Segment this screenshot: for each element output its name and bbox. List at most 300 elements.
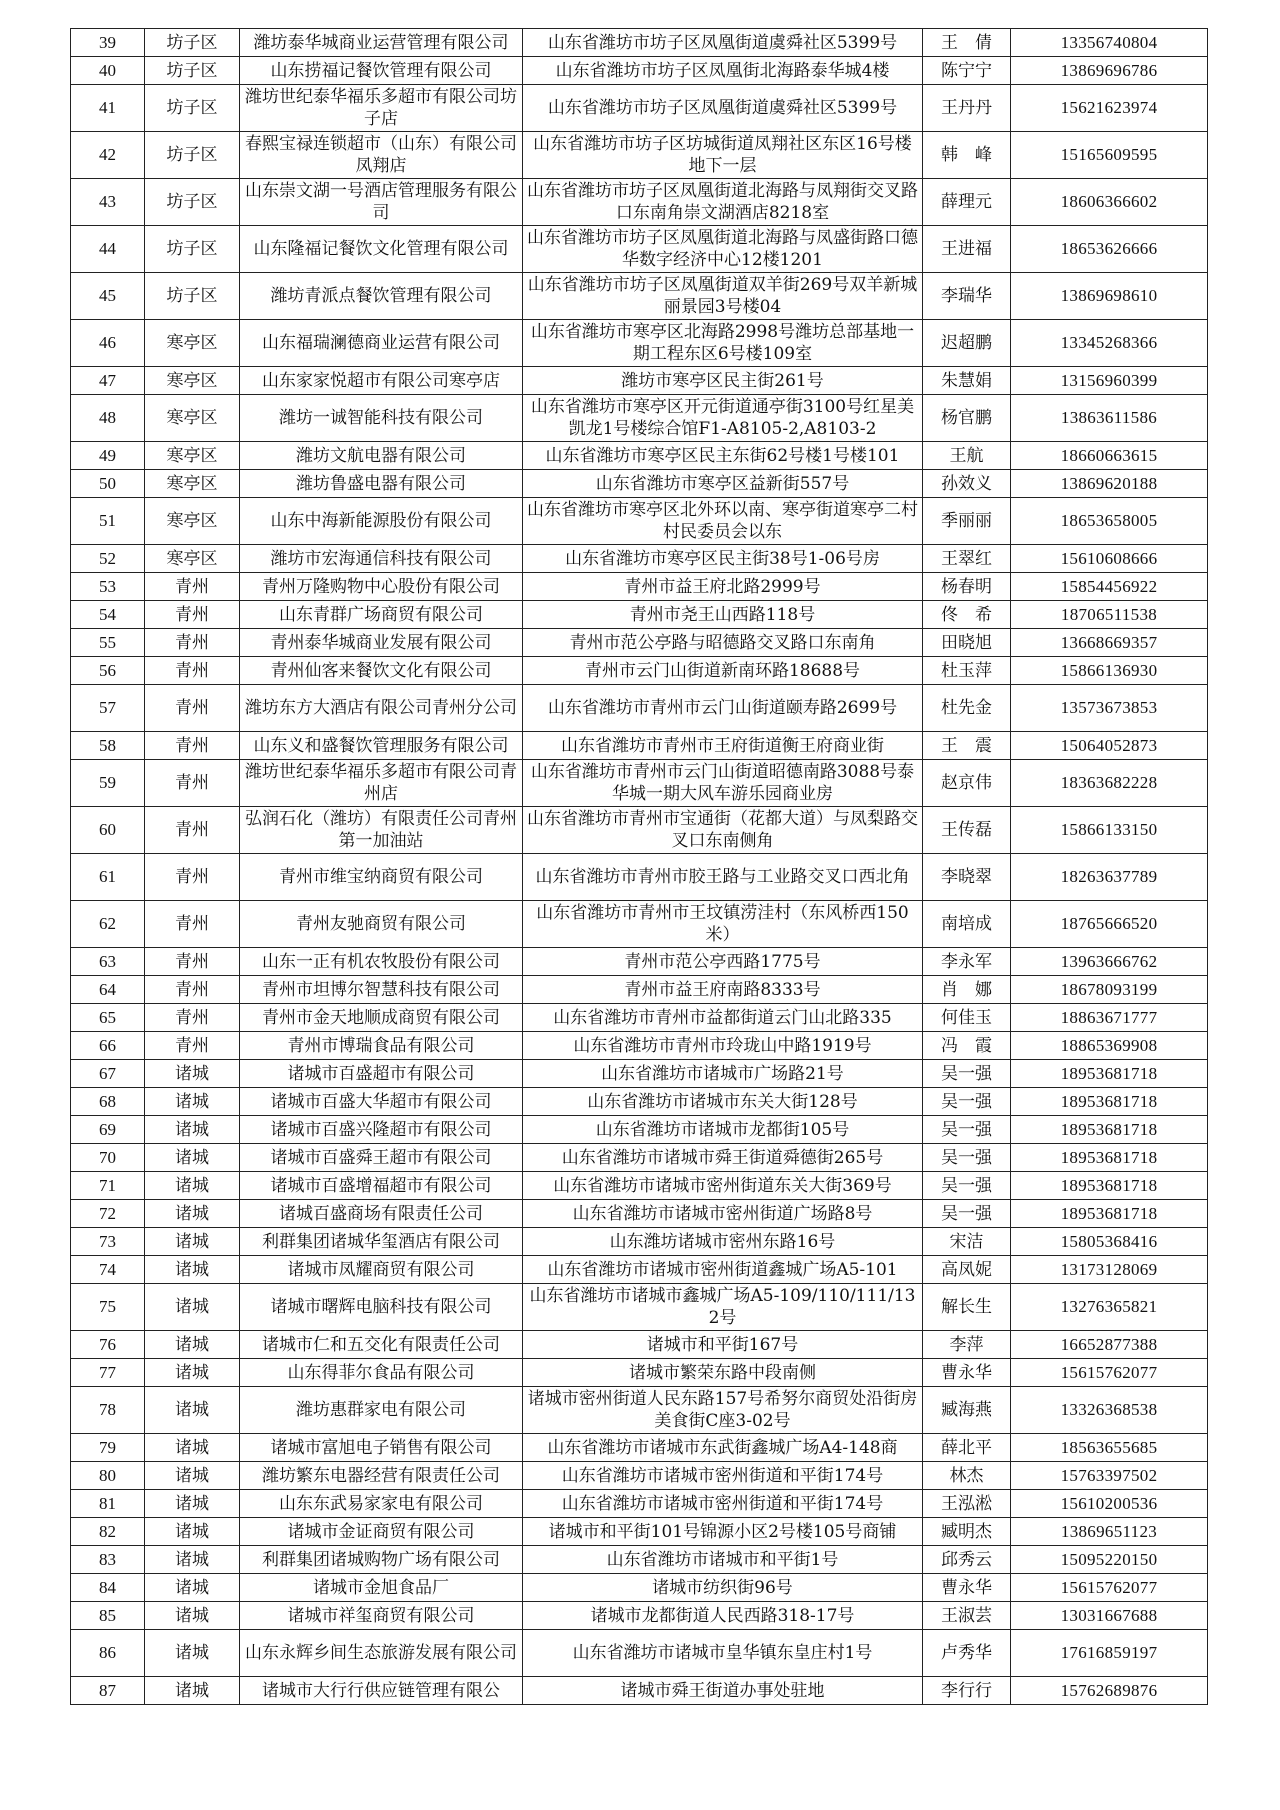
- company-name-cell: 潍坊繁东电器经营有限责任公司: [240, 1462, 523, 1490]
- phone-number-cell: 15610608666: [1011, 545, 1208, 573]
- district-cell: 青州: [145, 601, 240, 629]
- district-cell: 青州: [145, 685, 240, 732]
- contact-person-cell: 曹永华: [923, 1574, 1011, 1602]
- table-row: [71, 732, 1208, 760]
- row-number: 68: [71, 1088, 145, 1116]
- company-name-cell: 诸城市祥玺商贸有限公司: [240, 1602, 523, 1630]
- address-cell: 山东潍坊诸城市密州东路16号: [523, 1228, 923, 1256]
- company-name-cell: 青州市坦博尔智慧科技有限公司: [240, 976, 523, 1004]
- row-number: 71: [71, 1172, 145, 1200]
- address-cell: 山东省潍坊市诸城市和平街1号: [523, 1546, 923, 1574]
- phone-number-cell: 18660663615: [1011, 442, 1208, 470]
- district-cell: 青州: [145, 760, 240, 807]
- district-cell: 寒亭区: [145, 367, 240, 395]
- company-name-cell: 山东义和盛餐饮管理服务有限公司: [240, 732, 523, 760]
- phone-number-cell: 18606366602: [1011, 179, 1208, 226]
- company-name-cell: 山东永辉乡间生态旅游发展有限公司: [240, 1630, 523, 1677]
- address-cell: 诸城市和平街101号锦源小区2号楼105号商铺: [523, 1518, 923, 1546]
- district-cell: 诸城: [145, 1172, 240, 1200]
- table-row: [71, 1574, 1208, 1602]
- contact-person-cell: 陈宁宁: [923, 57, 1011, 85]
- row-number: 66: [71, 1032, 145, 1060]
- contact-person-cell: 田晓旭: [923, 629, 1011, 657]
- table-row: [71, 470, 1208, 498]
- phone-number-cell: 13356740804: [1011, 29, 1208, 57]
- row-number: 83: [71, 1546, 145, 1574]
- company-name-cell: 诸城百盛商场有限责任公司: [240, 1200, 523, 1228]
- table-row: [71, 1228, 1208, 1256]
- company-name-cell: 青州市金天地顺成商贸有限公司: [240, 1004, 523, 1032]
- phone-number-cell: 13869651123: [1011, 1518, 1208, 1546]
- district-cell: 青州: [145, 901, 240, 948]
- phone-number-cell: 15615762077: [1011, 1359, 1208, 1387]
- phone-number-cell: 18953681718: [1011, 1172, 1208, 1200]
- contact-person-cell: 王泓淞: [923, 1490, 1011, 1518]
- company-name-cell: 诸城市百盛超市有限公司: [240, 1060, 523, 1088]
- table-row: [71, 1032, 1208, 1060]
- phone-number-cell: 18363682228: [1011, 760, 1208, 807]
- row-number: 58: [71, 732, 145, 760]
- company-name-cell: 潍坊世纪泰华福乐多超市有限公司青州店: [240, 760, 523, 807]
- address-cell: 山东省潍坊市寒亭区北外环以南、寒亭街道寒亭二村村民委员会以东: [523, 498, 923, 545]
- district-cell: 诸城: [145, 1088, 240, 1116]
- district-cell: 诸城: [145, 1518, 240, 1546]
- contact-person-cell: 王进福: [923, 226, 1011, 273]
- district-cell: 诸城: [145, 1677, 240, 1705]
- address-cell: 青州市尧王山西路118号: [523, 601, 923, 629]
- contact-person-cell: 王 震: [923, 732, 1011, 760]
- company-name-cell: 潍坊惠群家电有限公司: [240, 1387, 523, 1434]
- row-number: 56: [71, 657, 145, 685]
- phone-number-cell: 13276365821: [1011, 1284, 1208, 1331]
- table-row: [71, 57, 1208, 85]
- contact-person-cell: 肖 娜: [923, 976, 1011, 1004]
- address-cell: 山东省潍坊市诸城市皇华镇东皇庄村1号: [523, 1630, 923, 1677]
- row-number: 52: [71, 545, 145, 573]
- contact-person-cell: 李行行: [923, 1677, 1011, 1705]
- row-number: 79: [71, 1434, 145, 1462]
- company-name-cell: 山东福瑞澜德商业运营有限公司: [240, 320, 523, 367]
- contact-person-cell: 高凤妮: [923, 1256, 1011, 1284]
- contact-person-cell: 李萍: [923, 1331, 1011, 1359]
- district-cell: 坊子区: [145, 57, 240, 85]
- table-row: [71, 807, 1208, 854]
- district-cell: 寒亭区: [145, 320, 240, 367]
- row-number: 70: [71, 1144, 145, 1172]
- company-name-cell: 诸城市百盛增福超市有限公司: [240, 1172, 523, 1200]
- contact-person-cell: 宋洁: [923, 1228, 1011, 1256]
- row-number: 76: [71, 1331, 145, 1359]
- address-cell: 山东省潍坊市青州市玲珑山中路1919号: [523, 1032, 923, 1060]
- table-row: [71, 179, 1208, 226]
- merchant-table: [70, 28, 1208, 1705]
- phone-number-cell: 18953681718: [1011, 1144, 1208, 1172]
- district-cell: 寒亭区: [145, 470, 240, 498]
- table-row: [71, 1546, 1208, 1574]
- company-name-cell: 潍坊东方大酒店有限公司青州分公司: [240, 685, 523, 732]
- contact-person-cell: 吴一强: [923, 1116, 1011, 1144]
- district-cell: 坊子区: [145, 85, 240, 132]
- contact-person-cell: 臧明杰: [923, 1518, 1011, 1546]
- district-cell: 诸城: [145, 1228, 240, 1256]
- phone-number-cell: 15866133150: [1011, 807, 1208, 854]
- company-name-cell: 潍坊市宏海通信科技有限公司: [240, 545, 523, 573]
- address-cell: 诸城市和平街167号: [523, 1331, 923, 1359]
- district-cell: 青州: [145, 732, 240, 760]
- address-cell: 山东省潍坊市诸城市东武街鑫城广场A4-148商: [523, 1434, 923, 1462]
- company-name-cell: 利群集团诸城购物广场有限公司: [240, 1546, 523, 1574]
- row-number: 63: [71, 948, 145, 976]
- address-cell: 青州市益王府北路2999号: [523, 573, 923, 601]
- company-name-cell: 潍坊鲁盛电器有限公司: [240, 470, 523, 498]
- district-cell: 寒亭区: [145, 545, 240, 573]
- company-name-cell: 山东一正有机农牧股份有限公司: [240, 948, 523, 976]
- address-cell: 山东省潍坊市诸城市密州街道和平街174号: [523, 1462, 923, 1490]
- company-name-cell: 诸城市百盛兴隆超市有限公司: [240, 1116, 523, 1144]
- company-name-cell: 山东崇文湖一号酒店管理服务有限公司: [240, 179, 523, 226]
- company-name-cell: 诸城市百盛大华超市有限公司: [240, 1088, 523, 1116]
- company-name-cell: 潍坊文航电器有限公司: [240, 442, 523, 470]
- address-cell: 山东省潍坊市青州市王坟镇涝洼村（东风桥西150米）: [523, 901, 923, 948]
- contact-person-cell: 臧海燕: [923, 1387, 1011, 1434]
- row-number: 80: [71, 1462, 145, 1490]
- address-cell: 山东省潍坊市寒亭区民主东街62号楼1号楼101: [523, 442, 923, 470]
- company-name-cell: 山东家家悦超市有限公司寒亭店: [240, 367, 523, 395]
- address-cell: 青州市范公亭西路1775号: [523, 948, 923, 976]
- address-cell: 山东省潍坊市青州市益都街道云门山北路335: [523, 1004, 923, 1032]
- table-row: [71, 273, 1208, 320]
- contact-person-cell: 吴一强: [923, 1200, 1011, 1228]
- company-name-cell: 青州泰华城商业发展有限公司: [240, 629, 523, 657]
- row-number: 40: [71, 57, 145, 85]
- row-number: 62: [71, 901, 145, 948]
- company-name-cell: 青州市维宝纳商贸有限公司: [240, 854, 523, 901]
- address-cell: 诸城市繁荣东路中段南侧: [523, 1359, 923, 1387]
- district-cell: 寒亭区: [145, 498, 240, 545]
- table-row: [71, 1200, 1208, 1228]
- row-number: 65: [71, 1004, 145, 1032]
- phone-number-cell: 15615762077: [1011, 1574, 1208, 1602]
- district-cell: 青州: [145, 854, 240, 901]
- district-cell: 诸城: [145, 1331, 240, 1359]
- company-name-cell: 诸城市富旭电子销售有限公司: [240, 1434, 523, 1462]
- table-row: [71, 1490, 1208, 1518]
- address-cell: 诸城市纺织街96号: [523, 1574, 923, 1602]
- table-row: [71, 1144, 1208, 1172]
- address-cell: 山东省潍坊市诸城市舜王街道舜德街265号: [523, 1144, 923, 1172]
- phone-number-cell: 15866136930: [1011, 657, 1208, 685]
- address-cell: 山东省潍坊市寒亭区开元街道通亭街3100号红星美凯龙1号楼综合馆F1-A8105-2,A8103-2: [523, 395, 923, 442]
- district-cell: 诸城: [145, 1602, 240, 1630]
- address-cell: 诸城市密州街道人民东路157号希努尔商贸处沿街房美食街C座3-02号: [523, 1387, 923, 1434]
- table-row: [71, 1359, 1208, 1387]
- table-row: [71, 545, 1208, 573]
- address-cell: 山东省潍坊市诸城市龙都街105号: [523, 1116, 923, 1144]
- row-number: 41: [71, 85, 145, 132]
- table-row: [71, 367, 1208, 395]
- table-row: [71, 29, 1208, 57]
- row-number: 69: [71, 1116, 145, 1144]
- address-cell: 山东省潍坊市诸城市密州街道广场路8号: [523, 1200, 923, 1228]
- contact-person-cell: 解长生: [923, 1284, 1011, 1331]
- district-cell: 诸城: [145, 1284, 240, 1331]
- address-cell: 山东省潍坊市诸城市密州街道和平街174号: [523, 1490, 923, 1518]
- address-cell: 山东省潍坊市坊子区凤凰街道双羊街269号双羊新城丽景园3号楼04: [523, 273, 923, 320]
- phone-number-cell: 16652877388: [1011, 1331, 1208, 1359]
- district-cell: 青州: [145, 1032, 240, 1060]
- address-cell: 山东省潍坊市寒亭区益新街557号: [523, 470, 923, 498]
- table-row: [71, 1434, 1208, 1462]
- table-row: [71, 854, 1208, 901]
- row-number: 75: [71, 1284, 145, 1331]
- table-row: [71, 1256, 1208, 1284]
- row-number: 46: [71, 320, 145, 367]
- row-number: 82: [71, 1518, 145, 1546]
- table-row: [71, 1172, 1208, 1200]
- table-row: [71, 629, 1208, 657]
- row-number: 59: [71, 760, 145, 807]
- address-cell: 山东省潍坊市坊子区凤凰街北海路泰华城4楼: [523, 57, 923, 85]
- phone-number-cell: 18865369908: [1011, 1032, 1208, 1060]
- company-name-cell: 山东得菲尔食品有限公司: [240, 1359, 523, 1387]
- phone-number-cell: 18953681718: [1011, 1060, 1208, 1088]
- row-number: 50: [71, 470, 145, 498]
- address-cell: 山东省潍坊市坊子区凤凰街道虞舜社区5399号: [523, 29, 923, 57]
- phone-number-cell: 17616859197: [1011, 1630, 1208, 1677]
- district-cell: 青州: [145, 948, 240, 976]
- company-name-cell: 山东隆福记餐饮文化管理有限公司: [240, 226, 523, 273]
- phone-number-cell: 13326368538: [1011, 1387, 1208, 1434]
- contact-person-cell: 王航: [923, 442, 1011, 470]
- district-cell: 诸城: [145, 1256, 240, 1284]
- phone-number-cell: 18653626666: [1011, 226, 1208, 273]
- phone-number-cell: 15095220150: [1011, 1546, 1208, 1574]
- table-row: [71, 760, 1208, 807]
- phone-number-cell: 15165609595: [1011, 132, 1208, 179]
- phone-number-cell: 15762689876: [1011, 1677, 1208, 1705]
- row-number: 74: [71, 1256, 145, 1284]
- row-number: 81: [71, 1490, 145, 1518]
- address-cell: 山东省潍坊市坊子区凤凰街道北海路与凤盛街路口德华数字经济中心12楼1201: [523, 226, 923, 273]
- district-cell: 诸城: [145, 1387, 240, 1434]
- row-number: 49: [71, 442, 145, 470]
- row-number: 61: [71, 854, 145, 901]
- phone-number-cell: 18706511538: [1011, 601, 1208, 629]
- row-number: 39: [71, 29, 145, 57]
- district-cell: 青州: [145, 629, 240, 657]
- row-number: 84: [71, 1574, 145, 1602]
- table-row: [71, 657, 1208, 685]
- table-row: [71, 226, 1208, 273]
- table-row: [71, 320, 1208, 367]
- phone-number-cell: 18863671777: [1011, 1004, 1208, 1032]
- row-number: 44: [71, 226, 145, 273]
- company-name-cell: 山东捞福记餐饮管理有限公司: [240, 57, 523, 85]
- phone-number-cell: 18953681718: [1011, 1116, 1208, 1144]
- contact-person-cell: 朱慧娟: [923, 367, 1011, 395]
- contact-person-cell: 杨官鹏: [923, 395, 1011, 442]
- contact-person-cell: 杜先金: [923, 685, 1011, 732]
- contact-person-cell: 薛理元: [923, 179, 1011, 226]
- phone-number-cell: 13869696786: [1011, 57, 1208, 85]
- phone-number-cell: 13668669357: [1011, 629, 1208, 657]
- table-row: [71, 1331, 1208, 1359]
- district-cell: 青州: [145, 657, 240, 685]
- row-number: 51: [71, 498, 145, 545]
- company-name-cell: 青州市博瑞食品有限公司: [240, 1032, 523, 1060]
- district-cell: 诸城: [145, 1462, 240, 1490]
- phone-number-cell: 13869620188: [1011, 470, 1208, 498]
- phone-number-cell: 13963666762: [1011, 948, 1208, 976]
- contact-person-cell: 韩 峰: [923, 132, 1011, 179]
- company-name-cell: 潍坊青派点餐饮管理有限公司: [240, 273, 523, 320]
- company-name-cell: 利群集团诸城华玺酒店有限公司: [240, 1228, 523, 1256]
- address-cell: 山东省潍坊市坊子区凤凰街道虞舜社区5399号: [523, 85, 923, 132]
- district-cell: 寒亭区: [145, 442, 240, 470]
- phone-number-cell: 18563655685: [1011, 1434, 1208, 1462]
- district-cell: 诸城: [145, 1630, 240, 1677]
- company-name-cell: 诸城市金证商贸有限公司: [240, 1518, 523, 1546]
- district-cell: 诸城: [145, 1200, 240, 1228]
- table-row: [71, 948, 1208, 976]
- contact-person-cell: 卢秀华: [923, 1630, 1011, 1677]
- company-name-cell: 潍坊泰华城商业运营管理有限公司: [240, 29, 523, 57]
- phone-number-cell: 18678093199: [1011, 976, 1208, 1004]
- address-cell: 山东省潍坊市诸城市密州街道鑫城广场A5-101: [523, 1256, 923, 1284]
- company-name-cell: 诸城市百盛舜王超市有限公司: [240, 1144, 523, 1172]
- table-row: [71, 1602, 1208, 1630]
- contact-person-cell: 王 倩: [923, 29, 1011, 57]
- contact-person-cell: 林杰: [923, 1462, 1011, 1490]
- table-row: [71, 1518, 1208, 1546]
- contact-person-cell: 李晓翠: [923, 854, 1011, 901]
- contact-person-cell: 孙效义: [923, 470, 1011, 498]
- contact-person-cell: 迟超鹏: [923, 320, 1011, 367]
- table-row: [71, 1677, 1208, 1705]
- district-cell: 青州: [145, 573, 240, 601]
- row-number: 72: [71, 1200, 145, 1228]
- table-row: [71, 1462, 1208, 1490]
- table-row: [71, 1060, 1208, 1088]
- address-cell: 青州市范公亭路与昭德路交叉路口东南角: [523, 629, 923, 657]
- phone-number-cell: 15854456922: [1011, 573, 1208, 601]
- contact-person-cell: 邱秀云: [923, 1546, 1011, 1574]
- phone-number-cell: 13869698610: [1011, 273, 1208, 320]
- table-row: [71, 1284, 1208, 1331]
- district-cell: 寒亭区: [145, 395, 240, 442]
- address-cell: 潍坊市寒亭区民主街261号: [523, 367, 923, 395]
- address-cell: 山东省潍坊市青州市王府街道衡王府商业街: [523, 732, 923, 760]
- row-number: 42: [71, 132, 145, 179]
- district-cell: 诸城: [145, 1546, 240, 1574]
- row-number: 55: [71, 629, 145, 657]
- row-number: 78: [71, 1387, 145, 1434]
- district-cell: 诸城: [145, 1574, 240, 1602]
- district-cell: 诸城: [145, 1490, 240, 1518]
- row-number: 45: [71, 273, 145, 320]
- company-name-cell: 弘润石化（潍坊）有限责任公司青州第一加油站: [240, 807, 523, 854]
- district-cell: 青州: [145, 976, 240, 1004]
- address-cell: 青州市云门山街道新南环路18688号: [523, 657, 923, 685]
- table-row: [71, 1004, 1208, 1032]
- table-row: [71, 85, 1208, 132]
- address-cell: 山东省潍坊市寒亭区民主街38号1-06号房: [523, 545, 923, 573]
- row-number: 87: [71, 1677, 145, 1705]
- merchant-table-body: [71, 29, 1208, 1705]
- table-row: [71, 685, 1208, 732]
- row-number: 48: [71, 395, 145, 442]
- row-number: 43: [71, 179, 145, 226]
- phone-number-cell: 18653658005: [1011, 498, 1208, 545]
- contact-person-cell: 杜玉萍: [923, 657, 1011, 685]
- company-name-cell: 诸城市凤耀商贸有限公司: [240, 1256, 523, 1284]
- district-cell: 坊子区: [145, 179, 240, 226]
- address-cell: 山东省潍坊市诸城市鑫城广场A5-109/110/111/132号: [523, 1284, 923, 1331]
- contact-person-cell: 杨春明: [923, 573, 1011, 601]
- company-name-cell: 山东青群广场商贸有限公司: [240, 601, 523, 629]
- phone-number-cell: 18263637789: [1011, 854, 1208, 901]
- contact-person-cell: 王翠红: [923, 545, 1011, 573]
- company-name-cell: 诸城市仁和五交化有限责任公司: [240, 1331, 523, 1359]
- district-cell: 诸城: [145, 1144, 240, 1172]
- row-number: 85: [71, 1602, 145, 1630]
- row-number: 73: [71, 1228, 145, 1256]
- district-cell: 青州: [145, 807, 240, 854]
- company-name-cell: 青州万隆购物中心股份有限公司: [240, 573, 523, 601]
- row-number: 64: [71, 976, 145, 1004]
- phone-number-cell: 18765666520: [1011, 901, 1208, 948]
- phone-number-cell: 15805368416: [1011, 1228, 1208, 1256]
- row-number: 53: [71, 573, 145, 601]
- contact-person-cell: 李永军: [923, 948, 1011, 976]
- company-name-cell: 青州友驰商贸有限公司: [240, 901, 523, 948]
- phone-number-cell: 18953681718: [1011, 1200, 1208, 1228]
- contact-person-cell: 薛北平: [923, 1434, 1011, 1462]
- district-cell: 诸城: [145, 1116, 240, 1144]
- address-cell: 诸城市舜王街道办事处驻地: [523, 1677, 923, 1705]
- phone-number-cell: 13173128069: [1011, 1256, 1208, 1284]
- table-row: [71, 601, 1208, 629]
- contact-person-cell: 王丹丹: [923, 85, 1011, 132]
- contact-person-cell: 王淑芸: [923, 1602, 1011, 1630]
- district-cell: 诸城: [145, 1060, 240, 1088]
- contact-person-cell: 南培成: [923, 901, 1011, 948]
- address-cell: 山东省潍坊市坊子区坊城街道凤翔社区东区16号楼地下一层: [523, 132, 923, 179]
- row-number: 54: [71, 601, 145, 629]
- phone-number-cell: 13031667688: [1011, 1602, 1208, 1630]
- address-cell: 山东省潍坊市诸城市广场路21号: [523, 1060, 923, 1088]
- company-name-cell: 春熙宝禄连锁超市（山东）有限公司凤翔店: [240, 132, 523, 179]
- table-row: [71, 1630, 1208, 1677]
- table-row: [71, 1116, 1208, 1144]
- table-row: [71, 132, 1208, 179]
- address-cell: 山东省潍坊市诸城市密州街道东关大街369号: [523, 1172, 923, 1200]
- address-cell: 山东省潍坊市青州市胶王路与工业路交叉口西北角: [523, 854, 923, 901]
- phone-number-cell: 13156960399: [1011, 367, 1208, 395]
- company-name-cell: 诸城市金旭食品厂: [240, 1574, 523, 1602]
- district-cell: 坊子区: [145, 273, 240, 320]
- contact-person-cell: 吴一强: [923, 1088, 1011, 1116]
- table-row: [71, 573, 1208, 601]
- district-cell: 青州: [145, 1004, 240, 1032]
- table-row: [71, 395, 1208, 442]
- contact-person-cell: 何佳玉: [923, 1004, 1011, 1032]
- table-row: [71, 498, 1208, 545]
- table-row: [71, 442, 1208, 470]
- phone-number-cell: 15610200536: [1011, 1490, 1208, 1518]
- contact-person-cell: 王传磊: [923, 807, 1011, 854]
- table-row: [71, 1088, 1208, 1116]
